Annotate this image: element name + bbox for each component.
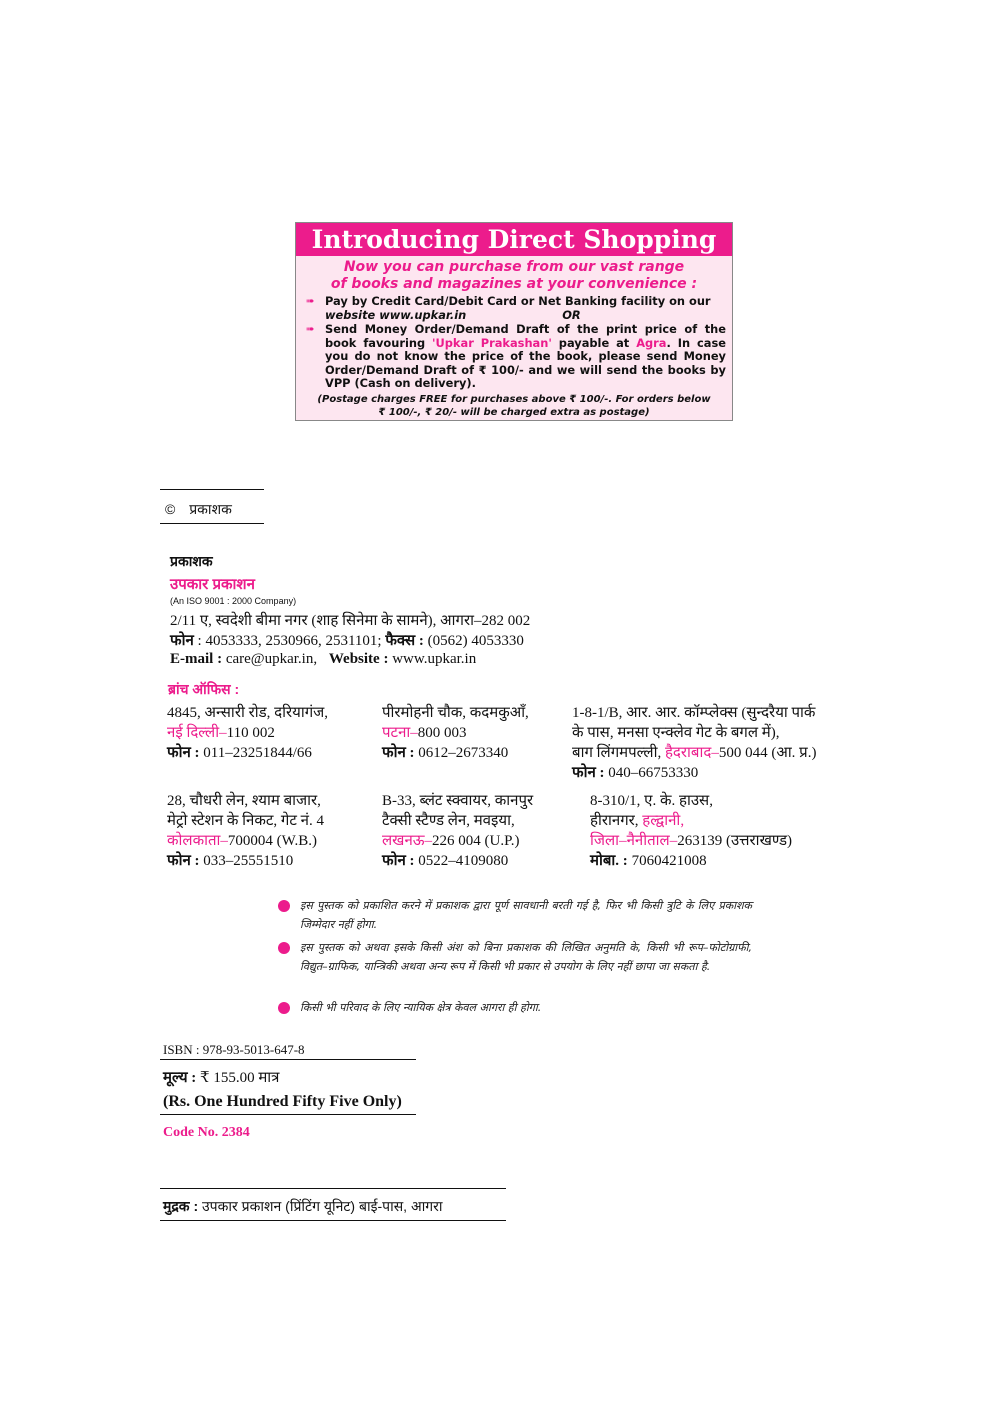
patna-pin: 800 003 bbox=[417, 725, 467, 741]
copyright-label: प्रकाशक bbox=[189, 501, 232, 517]
delhi-phone-line bbox=[167, 743, 328, 763]
haldwani-town: हल्द्वानी, bbox=[642, 813, 685, 829]
lucknow-phone: 0522–4109080 bbox=[414, 853, 509, 869]
ad-bullet-online bbox=[306, 295, 726, 322]
ad-title: Introducing Direct Shopping bbox=[296, 223, 732, 256]
copyright-bottom-rule bbox=[160, 523, 264, 524]
patna-city-line bbox=[382, 723, 529, 743]
ad-note-line-2: ₹ 100/-, ₹ 20/- will be charged extra as postage) bbox=[378, 406, 650, 418]
haldwani-city-line bbox=[590, 831, 792, 851]
copyright-symbol: © bbox=[165, 501, 176, 517]
isbn: ISBN : 978-93-5013-647-8 bbox=[163, 1042, 305, 1057]
patna-phone-label: फोन : bbox=[382, 745, 415, 761]
hyderabad-city-line bbox=[572, 743, 816, 763]
branch-hyderabad bbox=[572, 703, 816, 783]
haldwani-phone-line bbox=[590, 851, 792, 871]
ad-bullet-money-order bbox=[306, 323, 726, 391]
ad-bullet-2-text-2: payable at bbox=[551, 335, 637, 350]
haldwani-district: जिला–नैनीताल– bbox=[590, 833, 678, 849]
publisher-website[interactable]: www.upkar.in bbox=[388, 651, 477, 667]
note-text: इस पुस्तक को अथवा इसके किसी अंश को बिना प्रकाशक की लिखित अनुमति के, किसी भी रूप–फोटोग्राफी, विद्युत–ग्राफिक, यान्त्रिकी अथवा अन्य रूप में किसी भी प्रकार से उपयोग के लिए नहीं छापा जा सकता है. bbox=[300, 941, 752, 973]
note-item bbox=[300, 897, 752, 934]
phone-label: फोन bbox=[170, 633, 194, 649]
delhi-phone: 011–23251844/66 bbox=[199, 745, 312, 761]
printer-line bbox=[163, 1197, 443, 1215]
lucknow-address-1: B-33, ब्लंट स्क्वायर, कानपुर bbox=[382, 793, 534, 809]
arrow-bullet-icon: ➠ bbox=[306, 296, 315, 307]
note-text: इस पुस्तक को प्रकाशित करने में प्रकाशक द्वारा पूर्ण सावधानी बरती गई है, फिर भी किसी त्रुटि के लिए प्रकाशक जिम्मेदार नहीं होगा. bbox=[300, 899, 752, 931]
publisher-fax: (0562) 4053330 bbox=[423, 633, 524, 649]
ad-note-line-1: (Postage charges FREE for purchases above ₹ 100/-. For orders below bbox=[317, 394, 711, 405]
price-label: मूल्य : bbox=[163, 1070, 197, 1086]
branch-patna bbox=[382, 703, 529, 763]
fax-label: फैक्स : bbox=[385, 633, 424, 649]
kolkata-address-2: मेट्रो स्टेशन के निकट, गेट नं. 4 bbox=[167, 813, 324, 829]
lucknow-phone-label: फोन : bbox=[382, 853, 415, 869]
publisher-iso: (An ISO 9001 : 2000 Company) bbox=[170, 596, 297, 606]
ad-postage-note bbox=[296, 394, 732, 419]
haldwani-address-1: 8-310/1, ए. के. हाउस, bbox=[590, 793, 713, 809]
lucknow-city: लखनऊ– bbox=[382, 833, 433, 849]
ad-upkar-prakashan: 'Upkar Prakashan' bbox=[432, 335, 552, 350]
copyright-top-rule bbox=[160, 489, 264, 490]
kolkata-phone-label: फोन : bbox=[167, 853, 200, 869]
hyderabad-phone: 040–66753330 bbox=[604, 765, 699, 781]
ad-or-label: OR bbox=[562, 307, 581, 322]
ad-bullet-1-line-1: Pay by Credit Card/Debit Card or Net Banking facility on our bbox=[325, 294, 711, 308]
publisher-phone: : 4053333, 2530966, 2531101; bbox=[193, 633, 386, 649]
email-label: E-mail : bbox=[170, 651, 223, 667]
website-label: Website : bbox=[328, 651, 389, 667]
publisher-address: 2/11 ए, स्वदेशी बीमा नगर (शाह सिनेमा के सामने), आगरा–282 002 bbox=[170, 613, 531, 629]
printer-label: मुद्रक : bbox=[163, 1198, 199, 1214]
direct-shopping-ad bbox=[295, 222, 733, 421]
publisher-heading: प्रकाशक bbox=[170, 553, 213, 569]
hyderabad-address-2: के पास, मनसा एन्क्लेव गेट के बगल में), bbox=[572, 725, 780, 741]
patna-phone: 0612–2673340 bbox=[414, 745, 509, 761]
ad-agra: Agra bbox=[636, 335, 667, 350]
haldwani-phone-label: मोबा. : bbox=[590, 853, 628, 869]
isbn-rule bbox=[160, 1059, 416, 1060]
price-in-words: (Rs. One Hundred Fifty Five Only) bbox=[163, 1093, 402, 1110]
kolkata-pin: 700004 (W.B.) bbox=[227, 833, 317, 849]
lucknow-city-line bbox=[382, 831, 533, 851]
publisher-phone-line bbox=[170, 631, 524, 651]
hyderabad-phone-line bbox=[572, 763, 816, 783]
bullet-dot-icon bbox=[278, 942, 290, 954]
branch-lucknow bbox=[382, 791, 533, 871]
haldwani-phone: 7060421008 bbox=[627, 853, 707, 869]
delhi-pin: 110 002 bbox=[226, 725, 275, 741]
printer-top-rule bbox=[160, 1188, 506, 1189]
ad-bullet-1-line-2: website www.upkar.in bbox=[325, 307, 467, 322]
ad-subtitle-line-1: Now you can purchase from our vast range bbox=[343, 259, 685, 275]
lucknow-phone-line bbox=[382, 851, 533, 871]
bullet-dot-icon bbox=[278, 900, 290, 912]
hyderabad-phone-label: फोन : bbox=[572, 765, 605, 781]
haldwani-locality: हीरानगर, bbox=[590, 813, 643, 829]
printer-bottom-rule bbox=[160, 1220, 506, 1221]
printer-value: उपकार प्रकाशन (प्रिंटिंग यूनिट) बाई-पास, आगरा bbox=[198, 1198, 443, 1214]
hyderabad-locality: बाग लिंगमपल्ली, bbox=[572, 745, 665, 761]
ad-bullet-2-text-1: Send Money Order/Demand Draft of the print price of the book favouring bbox=[325, 322, 726, 350]
haldwani-pin: 263139 (उत्तराखण्ड) bbox=[677, 833, 792, 849]
delhi-city: नई दिल्ली– bbox=[167, 725, 227, 741]
hyderabad-city: हैदराबाद– bbox=[664, 745, 719, 761]
delhi-city-line bbox=[167, 723, 328, 743]
branch-delhi bbox=[167, 703, 328, 763]
delhi-address: 4845, अन्सारी रोड, दरियागंज, bbox=[167, 705, 329, 721]
note-item bbox=[300, 939, 752, 976]
kolkata-address-1: 28, चौधरी लेन, श्याम बाजार, bbox=[167, 793, 321, 809]
publisher-name: उपकार प्रकाशन bbox=[170, 576, 255, 593]
ad-subtitle bbox=[296, 259, 732, 293]
publisher-contact-line bbox=[170, 649, 476, 669]
kolkata-phone: 033–25551510 bbox=[199, 853, 294, 869]
price-line bbox=[163, 1068, 279, 1088]
ad-bullet-2-text-3: . In case you do not know the price of the book, please send Money Order/Demand Draft of ₹ 100/- and we will send the books by VPP (Cash on delivery). bbox=[325, 335, 726, 391]
branch-heading: ब्रांच ऑफिस : bbox=[168, 681, 240, 697]
branch-kolkata bbox=[167, 791, 324, 871]
price-value: ₹ 155.00 मात्र bbox=[196, 1070, 280, 1086]
publisher-email[interactable]: care@upkar.in, bbox=[222, 651, 318, 667]
lucknow-pin: 226 004 (U.P.) bbox=[432, 833, 520, 849]
haldwani-address-2 bbox=[590, 811, 792, 831]
ad-subtitle-line-2: of books and magazines at your convenience : bbox=[330, 276, 698, 292]
arrow-bullet-icon: ➠ bbox=[306, 324, 315, 335]
delhi-phone-label: फोन : bbox=[167, 745, 200, 761]
price-rule bbox=[160, 1114, 416, 1115]
branch-haldwani bbox=[590, 791, 792, 871]
patna-city: पटना– bbox=[382, 725, 418, 741]
bullet-dot-icon bbox=[278, 1002, 290, 1014]
hyderabad-address-1: 1-8-1/B, आर. आर. कॉम्प्लेक्स (सुन्दरैया पार्क bbox=[572, 705, 816, 721]
kolkata-phone-line bbox=[167, 851, 324, 871]
kolkata-city: कोलकाता– bbox=[167, 833, 228, 849]
code-number: Code No. 2384 bbox=[163, 1125, 250, 1140]
kolkata-city-line bbox=[167, 831, 324, 851]
hyderabad-pin: 500 044 (आ. प्र.) bbox=[718, 745, 817, 761]
copyright-line bbox=[165, 500, 232, 518]
lucknow-address-2: टैक्सी स्टैण्ड लेन, मवइया, bbox=[382, 813, 515, 829]
patna-phone-line bbox=[382, 743, 529, 763]
patna-address: पीरमोहनी चौक, कदमकुआँ, bbox=[382, 705, 529, 721]
note-text: किसी भी परिवाद के लिए न्यायिक क्षेत्र केवल आगरा ही होगा. bbox=[300, 1001, 542, 1014]
note-item bbox=[300, 999, 752, 1018]
